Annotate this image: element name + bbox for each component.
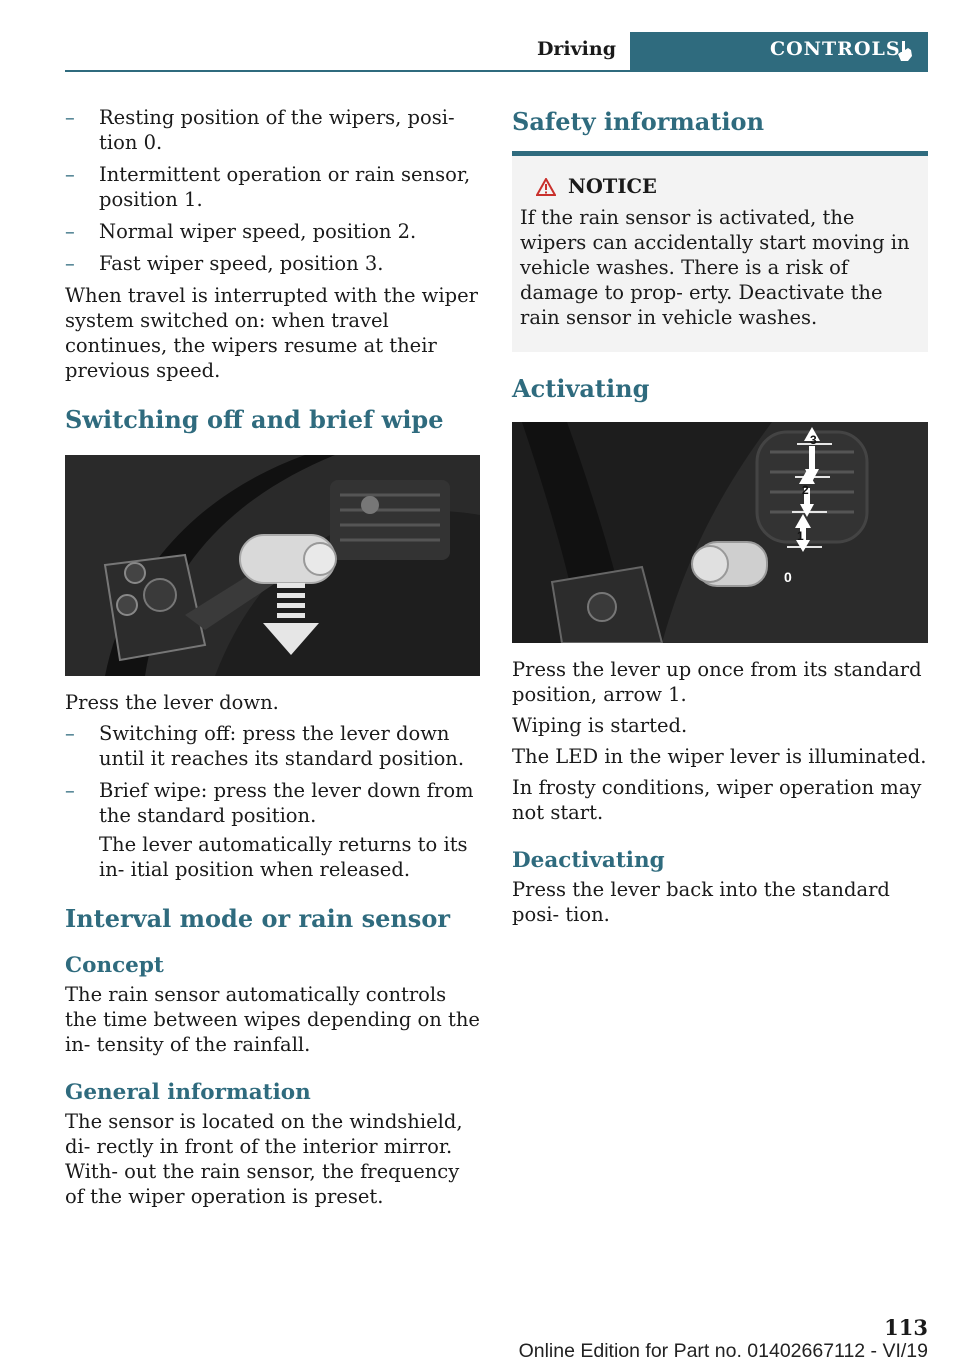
heading-deactivating: Deactivating — [512, 848, 665, 873]
notice-box — [512, 151, 928, 352]
warning-triangle-icon — [536, 178, 556, 196]
right-column — [512, 105, 928, 933]
lever-up-photo — [512, 422, 928, 643]
header-chapter-label: CONTROLS — [770, 38, 901, 60]
lever-down-photo — [65, 455, 480, 676]
activating-step-1: Press the lever up once from its standard position, arrow 1. — [512, 658, 922, 706]
travel-interrupted-paragraph: When travel is interrupted with the wiper system switched on: when travel continues, the wipers resume at their previous speed. — [65, 284, 478, 382]
header-section-title: Driving — [536, 38, 616, 60]
activating-step-2: Wiping is started. — [512, 714, 688, 737]
concept-text: The rain sensor automatically controls the time between wipes depending on the in‐ tensity of the rainfall. — [65, 983, 480, 1056]
heading-general-information: General information — [65, 1080, 311, 1105]
page-header — [65, 32, 928, 70]
list-item: – Brief wipe: press the lever down from the standard position. — [65, 778, 480, 828]
list-item: – Switching off: press the lever down until it reaches its standard position. — [65, 721, 480, 771]
heading-concept: Concept — [65, 953, 164, 978]
list-item: – Fast wiper speed, position 3. — [65, 251, 480, 276]
header-chapter-tab — [630, 32, 928, 70]
lever-returns-note: The lever automatically returns to its in‐ itial position when released. — [99, 833, 468, 881]
edition-line: Online Edition for Part no. 01402667112 - VI/19 — [518, 1340, 928, 1362]
activating-step-4: In frosty conditions, wiper operation may not start. — [512, 776, 922, 824]
page-footer — [519, 1316, 928, 1363]
fig-label-1: 1 — [797, 529, 804, 543]
list-item: – Resting position of the wipers, posi‐ tion 0. — [65, 105, 480, 155]
fig-label-2: 2 — [802, 483, 809, 497]
notice-text: If the rain sensor is activated, the wipers can accidentally start moving in vehicle washes. There is a risk of damage to prop‐ erty. Deactivate the rain sensor in vehicle washes. — [520, 206, 910, 329]
heading-safety-information: Safety information — [512, 107, 765, 136]
steering-hand-icon — [896, 40, 914, 62]
press-down-text: Press the lever down. — [65, 691, 279, 714]
fig-label-0: 0 — [784, 569, 792, 585]
switching-list — [65, 721, 480, 828]
wiper-positions-list — [65, 105, 480, 276]
left-column — [65, 105, 480, 1215]
heading-activating: Activating — [512, 374, 650, 403]
heading-interval-mode: Interval mode or rain sensor — [65, 904, 450, 933]
fig-label-3: 3 — [810, 433, 817, 447]
deactivating-text: Press the lever back into the standard posi‐ tion. — [512, 878, 890, 926]
notice-label: NOTICE — [568, 175, 657, 198]
list-item: – Intermittent operation or rain sensor, position 1. — [65, 162, 480, 212]
list-item: – Normal wiper speed, position 2. — [65, 219, 480, 244]
page-number: 113 — [884, 1315, 928, 1340]
general-information-text: The sensor is located on the windshield, di‐ rectly in front of the interior mirror. With‐ out the rain sensor, the frequency of the wiper operation is preset. — [65, 1110, 463, 1208]
notice-title — [520, 174, 920, 199]
header-rule — [65, 70, 928, 72]
activating-step-3: The LED in the wiper lever is illuminated. — [512, 745, 927, 768]
heading-switching-off: Switching off and brief wipe — [65, 405, 444, 434]
